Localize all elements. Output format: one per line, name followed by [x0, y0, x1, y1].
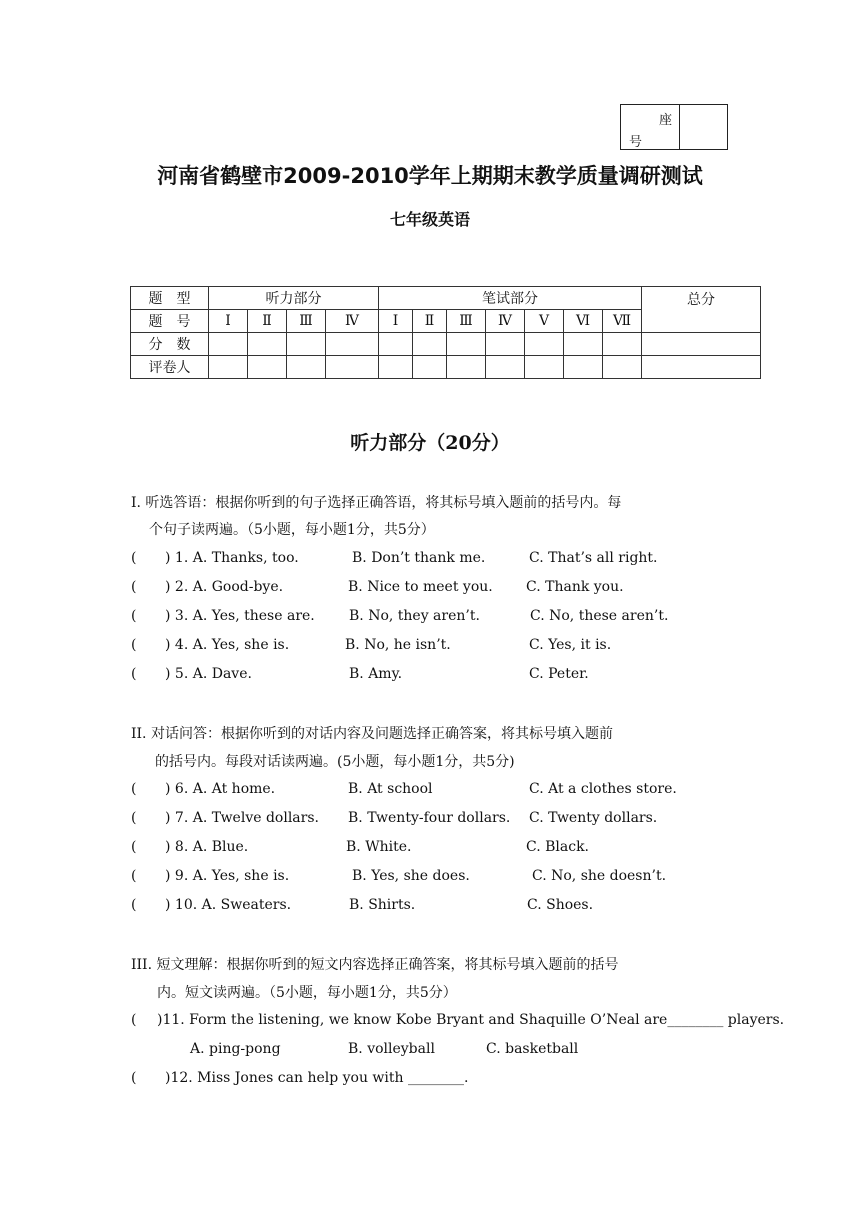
question-3-a: ) 3. A. Yes, these are.	[165, 608, 315, 624]
grader-cell[interactable]	[379, 356, 413, 379]
writing-number: Ⅴ	[525, 310, 564, 333]
score-cell[interactable]	[603, 333, 642, 356]
question-7-b: B. Twenty-four dollars.	[348, 810, 511, 826]
question-11: )11. Form the listening, we know Kobe Bryant and Shaquille O’Neal are________ players.	[157, 1012, 785, 1028]
writing-number: Ⅵ	[564, 310, 603, 333]
answer-paren: (	[131, 666, 137, 682]
question-11-b: B. volleyball	[348, 1041, 435, 1057]
answer-paren: (	[131, 839, 137, 855]
answer-paren: (	[131, 550, 137, 566]
question-8-b: B. White.	[346, 839, 412, 855]
grader-cell[interactable]	[525, 356, 564, 379]
part3-heading-line1: III. 短文理解：根据你听到的短文内容选择正确答案，将其标号填入题前的括号	[131, 957, 619, 973]
score-cell[interactable]	[486, 333, 525, 356]
part1-heading-line1: I. 听选答语：根据你听到的句子选择正确答语，将其标号填入题前的括号内。每	[131, 495, 622, 511]
question-7-c: C. Twenty dollars.	[529, 810, 658, 826]
grader-cell[interactable]	[248, 356, 287, 379]
writing-number: Ⅲ	[447, 310, 486, 333]
seat-box-divider	[679, 105, 680, 149]
exam-subtitle: 七年级英语	[389, 210, 470, 229]
score-cell[interactable]	[379, 333, 413, 356]
answer-paren: (	[131, 1012, 137, 1028]
score-cell[interactable]	[287, 333, 326, 356]
question-4-a: ) 4. A. Yes, she is.	[165, 637, 290, 653]
listening-number: Ⅲ	[287, 310, 326, 333]
question-1-a: ) 1. A. Thanks, too.	[165, 550, 299, 566]
answer-paren: (	[131, 608, 137, 624]
writing-number: Ⅶ	[603, 310, 642, 333]
answer-paren: (	[131, 868, 137, 884]
grader-cell[interactable]	[326, 356, 379, 379]
question-4-c: C. Yes, it is.	[529, 637, 612, 653]
grader-cell[interactable]	[486, 356, 525, 379]
grader-cell[interactable]	[287, 356, 326, 379]
writing-number: Ⅳ	[486, 310, 525, 333]
question-2-a: ) 2. A. Good-bye.	[165, 579, 284, 595]
score-cell[interactable]	[413, 333, 447, 356]
question-2-b: B. Nice to meet you.	[348, 579, 493, 595]
part2-heading-line2: 的括号内。每段对话读两遍。(5小题，每小题1分，共5分)	[155, 754, 515, 770]
listening-section-title: 听力部分（20分）	[350, 432, 510, 454]
question-11-c: C. basketball	[486, 1041, 579, 1057]
score-cell[interactable]	[209, 333, 248, 356]
answer-paren: (	[131, 781, 137, 797]
answer-paren: (	[131, 897, 137, 913]
row-label-grader: 评卷人	[131, 356, 209, 379]
answer-paren: (	[131, 579, 137, 595]
seat-label-bottom: 号	[629, 135, 643, 150]
part1-heading-line2: 个句子读两遍。（5小题，每小题1分，共5分）	[149, 522, 435, 538]
question-10-c: C. Shoes.	[527, 897, 594, 913]
exam-title: 河南省鹤壁市2009-2010学年上期期末教学质量调研测试	[157, 164, 703, 188]
question-6-a: ) 6. A. At home.	[165, 781, 276, 797]
listening-number: Ⅳ	[326, 310, 379, 333]
writing-header: 笔试部分	[379, 287, 642, 310]
question-1-c: C. That’s all right.	[529, 550, 658, 566]
question-10-b: B. Shirts.	[349, 897, 416, 913]
score-table	[130, 286, 761, 379]
question-8-a: ) 8. A. Blue.	[165, 839, 249, 855]
question-3-b: B. No, they aren’t.	[349, 608, 480, 624]
question-10-a: ) 10. A. Sweaters.	[165, 897, 292, 913]
writing-number: Ⅰ	[379, 310, 413, 333]
row-label-score: 分 数	[131, 333, 209, 356]
question-6-b: B. At school	[348, 781, 433, 797]
listening-header: 听力部分	[209, 287, 379, 310]
question-12: )12. Miss Jones can help you with ________.	[165, 1070, 469, 1086]
question-2-c: C. Thank you.	[526, 579, 624, 595]
total-header: 总分	[642, 287, 761, 333]
answer-paren: (	[131, 1070, 137, 1086]
grader-cell[interactable]	[209, 356, 248, 379]
grader-cell[interactable]	[564, 356, 603, 379]
answer-paren: (	[131, 810, 137, 826]
listening-number: Ⅱ	[248, 310, 287, 333]
question-4-b: B. No, he isn’t.	[345, 637, 451, 653]
seat-number-box	[620, 104, 728, 150]
row-label-number: 题 号	[131, 310, 209, 333]
question-8-c: C. Black.	[526, 839, 589, 855]
score-cell[interactable]	[326, 333, 379, 356]
score-cell[interactable]	[248, 333, 287, 356]
seat-label-top: 座	[659, 113, 673, 128]
score-cell[interactable]	[525, 333, 564, 356]
question-9-b: B. Yes, she does.	[352, 868, 470, 884]
grader-cell[interactable]	[603, 356, 642, 379]
part3-heading-line2: 内。短文读两遍。（5小题，每小题1分，共5分）	[157, 985, 457, 1001]
question-6-c: C. At a clothes store.	[529, 781, 677, 797]
score-cell[interactable]	[564, 333, 603, 356]
question-9-c: C. No, she doesn’t.	[532, 868, 667, 884]
writing-number: Ⅱ	[413, 310, 447, 333]
question-3-c: C. No, these aren’t.	[530, 608, 669, 624]
question-5-a: ) 5. A. Dave.	[165, 666, 252, 682]
question-5-b: B. Amy.	[349, 666, 403, 682]
question-11-a: A. ping-pong	[190, 1041, 281, 1057]
question-7-a: ) 7. A. Twelve dollars.	[165, 810, 319, 826]
row-label-type: 题 型	[131, 287, 209, 310]
score-cell[interactable]	[447, 333, 486, 356]
question-9-a: ) 9. A. Yes, she is.	[165, 868, 290, 884]
total-score-cell[interactable]	[642, 333, 761, 356]
grader-cell[interactable]	[447, 356, 486, 379]
part2-heading-line1: II. 对话问答：根据你听到的对话内容及问题选择正确答案，将其标号填入题前	[131, 726, 613, 742]
grader-cell[interactable]	[413, 356, 447, 379]
listening-number: Ⅰ	[209, 310, 248, 333]
answer-paren: (	[131, 637, 137, 653]
question-1-b: B. Don’t thank me.	[352, 550, 486, 566]
total-grader-cell[interactable]	[642, 356, 761, 379]
question-5-c: C. Peter.	[529, 666, 589, 682]
